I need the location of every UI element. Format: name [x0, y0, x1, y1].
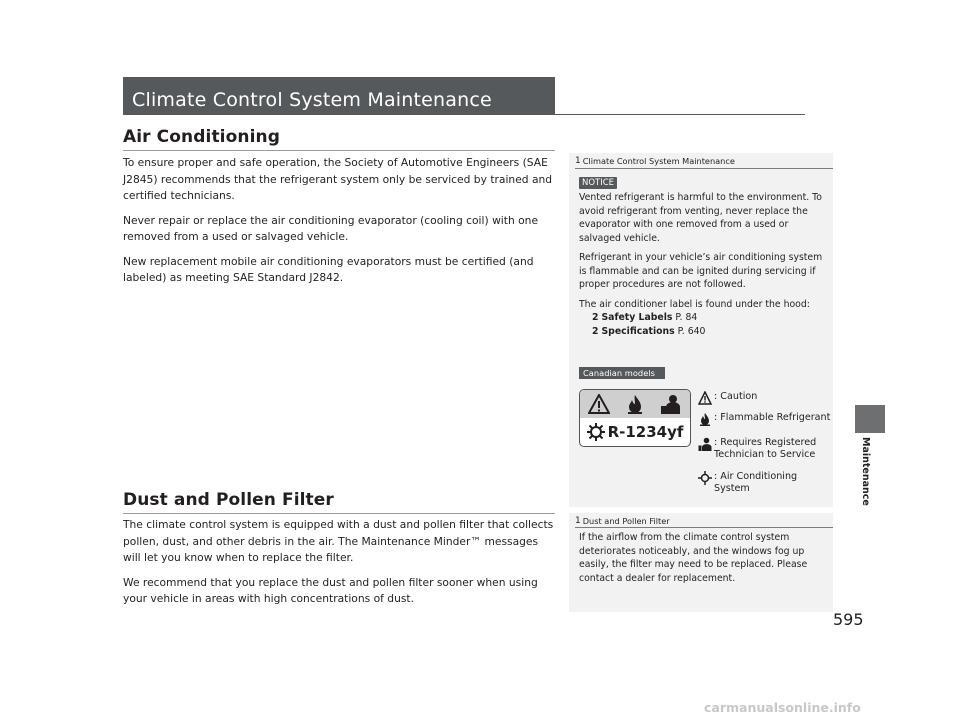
xref-label: Safety Labels — [601, 312, 673, 323]
hood-text: The air conditioner label is found under the hood: — [579, 298, 810, 310]
sidebar-dust-text: If the airflow from the climate control system deteriorates noticeably, and the windows fog up easily, the filter may need to be replaced. Please contact a dealer for replacement. — [579, 532, 808, 584]
sidebar-rule — [575, 168, 833, 169]
ref-number: 1 — [575, 516, 581, 526]
refrigerant-type-row — [580, 418, 690, 446]
page-number: 595 — [833, 610, 864, 629]
banner-rule — [555, 114, 805, 115]
dust-filter-heading: Dust and Pollen Filter — [123, 490, 334, 510]
legend-text: : Requires Registered Technician to Service — [714, 437, 817, 460]
legend-caution — [698, 391, 757, 405]
legend-text: : Flammable Refrigerant — [714, 412, 831, 423]
refrigerant-label-illustration — [579, 389, 691, 447]
heading-rule — [123, 513, 555, 514]
sidebar-climate-text — [579, 191, 829, 338]
notice-badge: NOTICE — [579, 177, 617, 189]
chapter-tab — [855, 405, 885, 433]
sidebar-title-text: Dust and Pollen Filter — [582, 516, 670, 526]
sidebar-climate-title — [575, 156, 735, 166]
paragraph: To ensure proper and safe operation, the Society of Automotive Engineers (SAE J2845) recommends that the refrigerant system only be serviced by trained and certified technicians. — [123, 156, 553, 202]
paragraph: New replacement mobile air conditioning evaporators must be certified (and labeled) as meeting SAE Standard J2842. — [123, 254, 534, 284]
section-title-banner — [123, 77, 555, 115]
caution-icon — [698, 391, 712, 405]
legend-ac-system — [698, 471, 797, 495]
legend-technician — [698, 437, 816, 461]
xref-page: P. 640 — [674, 325, 706, 337]
xref-label: Specifications — [601, 325, 675, 337]
caution-icon — [588, 394, 610, 414]
xref-safety-labels[interactable] — [579, 311, 829, 325]
notice-text: Vented refrigerant is harmful to the environment. To avoid refrigerant from venting, never replace the evaporator with one removed from a used or salvaged vehicle. — [579, 192, 822, 244]
legend-flammable — [698, 412, 830, 426]
flame-icon — [626, 394, 644, 414]
ac-system-icon — [698, 471, 712, 485]
ac-system-icon — [587, 423, 605, 441]
watermark: carmanualsonline.info — [704, 700, 861, 715]
xref-page: P. 84 — [672, 312, 698, 323]
region-badge: Canadian models — [579, 367, 665, 379]
chapter-label: Maintenance — [860, 437, 871, 506]
section-title: Climate Control System Maintenance — [132, 89, 492, 111]
ref-number: 1 — [575, 156, 581, 166]
label-icon-strip — [580, 390, 690, 418]
heading-rule — [123, 150, 555, 151]
sidebar-dust-title — [575, 516, 670, 526]
paragraph: The climate control system is equipped with a dust and pollen filter that collects pollen, dust, and other debris in the air. The Maintenance Minder™ messages will let you know when to replace the filter. — [123, 518, 554, 564]
legend-text: : Caution — [714, 391, 758, 402]
air-conditioning-heading: Air Conditioning — [123, 127, 280, 147]
paragraph: We recommend that you replace the dust and pollen filter sooner when using your vehicle in areas with high concentrations of dust. — [123, 575, 538, 605]
dust-filter-body — [123, 517, 555, 616]
refrigerant-type-label: R-1234yf — [607, 423, 684, 441]
air-conditioning-body — [123, 155, 555, 295]
xref-arrow-icon: 2 — [592, 325, 599, 337]
technician-icon — [698, 437, 712, 451]
refrigerant-paragraph: Refrigerant in your vehicle’s air conditioning system is flammable and can be ignited during servicing if proper procedures are not followed. — [579, 252, 823, 290]
paragraph: Never repair or replace the air conditioning evaporator (cooling coil) with one removed from a used or salvaged vehicle. — [123, 213, 539, 243]
xref-arrow-icon: 2 — [592, 312, 599, 323]
sidebar-rule — [575, 527, 833, 528]
sidebar-title-text: Climate Control System Maintenance — [582, 156, 735, 166]
technician-icon — [660, 394, 682, 414]
legend-text: : Air Conditioning System — [714, 471, 798, 494]
xref-specifications[interactable] — [579, 325, 829, 339]
flame-icon — [698, 412, 712, 426]
